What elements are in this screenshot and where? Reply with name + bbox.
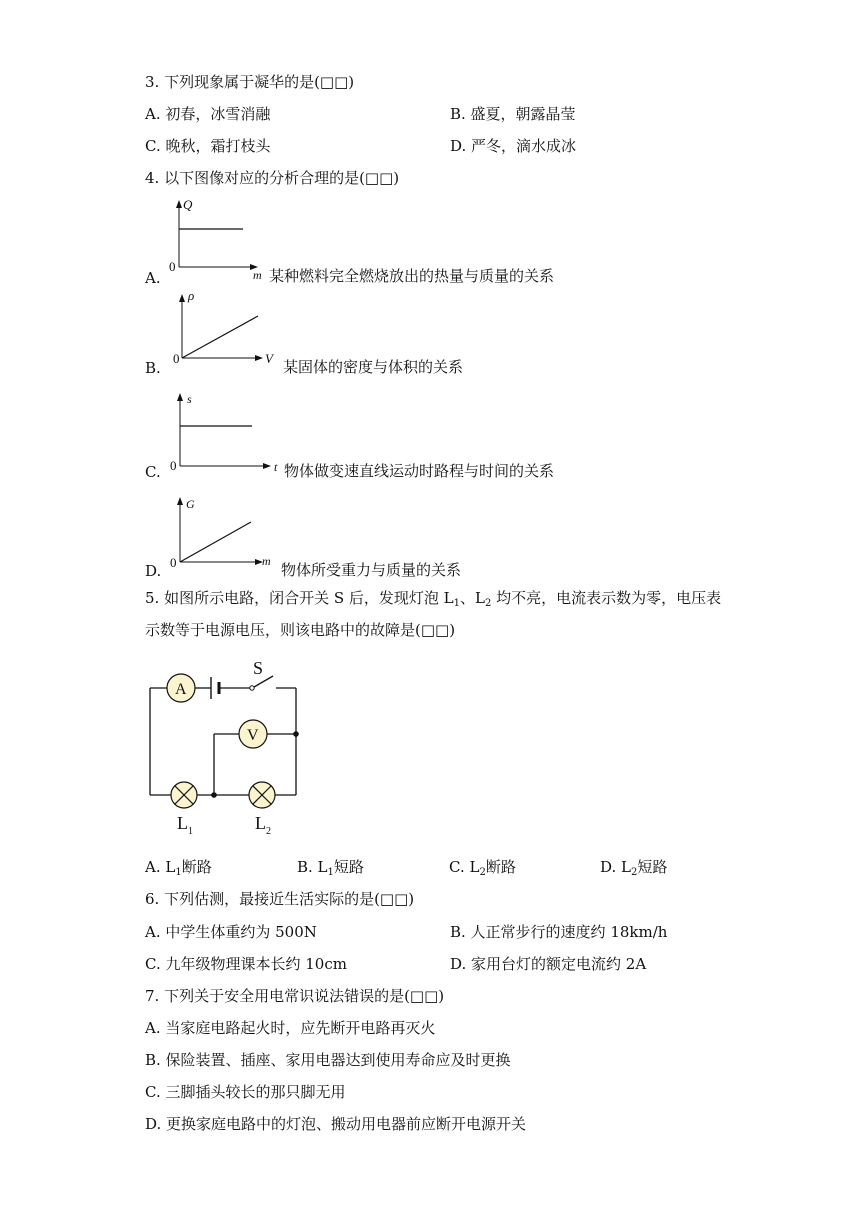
q5-stem1-a: 5. 如图所示电路，闭合开关 S 后，发现灯泡 L	[145, 589, 454, 607]
junction-bottom	[211, 792, 217, 798]
q3-stem: 3. 下列现象属于凝华的是(□□)	[145, 73, 355, 91]
lamp-l1-subscript: 1	[188, 826, 193, 837]
q3-option-b: B. 盛夏，朝露晶莹	[450, 105, 576, 123]
q3-option-a: A. 初春，冰雪消融	[145, 105, 271, 123]
q6-option-c: C. 九年级物理课本长约 10cm	[145, 955, 347, 973]
q7-option-d: D. 更换家庭电路中的灯泡、搬动用电器前应断开电源开关	[145, 1115, 527, 1133]
q7-stem: 7. 下列关于安全用电常识说法错误的是(□□)	[145, 987, 445, 1005]
q4-option-c-letter: C.	[145, 463, 161, 481]
q4a-y-label: Q	[183, 197, 193, 212]
ammeter-label: A	[175, 681, 187, 698]
q5-option-a	[145, 860, 212, 878]
q5-d-pre: D. L	[600, 858, 631, 876]
q4-option-b-letter: B.	[145, 359, 161, 377]
q4b-y-label: ρ	[188, 288, 195, 303]
q4a-x-label: m	[253, 268, 262, 282]
q7-option-c: C. 三脚插头较长的那只脚无用	[145, 1083, 346, 1101]
q4-graph-c	[166, 388, 286, 473]
q5-option-d	[600, 860, 667, 878]
q5-c-pre: C. L	[449, 858, 480, 876]
q4c-y-label: s	[187, 392, 192, 406]
q5-b-post: 短路	[333, 858, 364, 876]
q5-c-sub: 2	[479, 867, 486, 878]
lamp-l1-label: L	[177, 813, 188, 833]
q5-option-c	[449, 860, 516, 878]
voltmeter-label: V	[247, 727, 259, 744]
switch-label: S	[253, 658, 264, 678]
q3-option-d: D. 严冬，滴水成冰	[450, 137, 577, 155]
q4d-y-label: G	[186, 497, 195, 511]
q4d-origin: 0	[170, 555, 177, 570]
q5-b-pre: B. L	[297, 858, 328, 876]
q5-stem-line1	[145, 591, 721, 609]
q4-option-a-text: 某种燃料完全燃烧放出的热量与质量的关系	[269, 267, 555, 285]
q6-option-d: D. 家用台灯的额定电流约 2A	[450, 955, 647, 973]
q5-b-sub: 1	[327, 867, 334, 878]
q7-option-a: A. 当家庭电路起火时，应先断开电路再灭火	[145, 1019, 436, 1037]
q4-option-c-text: 物体做变速直线运动时路程与时间的关系	[284, 462, 555, 480]
q5-circuit-diagram	[140, 655, 320, 840]
switch-pivot	[250, 686, 254, 690]
q5-d-post: 短路	[637, 858, 668, 876]
q5-option-b	[297, 860, 364, 878]
q4-option-d-letter: D.	[145, 562, 162, 580]
q5-stem1-sub2: 2	[484, 598, 492, 609]
q4d-x-label: m	[262, 554, 271, 568]
q6-option-b: B. 人正常步行的速度约 18km/h	[450, 923, 668, 941]
q4-stem: 4. 以下图像对应的分析合理的是(□□)	[145, 169, 400, 187]
q4-option-d-text: 物体所受重力与质量的关系	[281, 561, 462, 579]
q4a-origin: 0	[169, 259, 176, 274]
q4-graph-a	[165, 195, 275, 285]
q4-graph-d	[166, 492, 281, 572]
lamp-l2-label: L	[255, 813, 266, 833]
q6-option-a: A. 中学生体重约为 500N	[145, 923, 317, 941]
q5-a-post: 断路	[181, 858, 212, 876]
q4b-origin: 0	[173, 351, 180, 366]
q6-stem: 6. 下列估测，最接近生活实际的是(□□)	[145, 890, 415, 908]
q5-a-pre: A. L	[145, 858, 176, 876]
q5-stem1-sub1: 1	[453, 598, 460, 609]
q4-option-a-letter: A.	[145, 269, 161, 287]
lamp-l2-subscript: 2	[266, 826, 271, 837]
q7-option-b: B. 保险装置、插座、家用电器达到使用寿命应及时更换	[145, 1051, 511, 1069]
q3-option-c: C. 晚秋，霜打枝头	[145, 137, 271, 155]
q4c-origin: 0	[170, 458, 177, 473]
q5-a-sub: 1	[175, 867, 182, 878]
q4-option-b-text: 某固体的密度与体积的关系	[283, 358, 464, 376]
q4-graph-b	[168, 289, 278, 369]
q5-stem1-mid: 、L	[460, 589, 485, 607]
q5-c-post: 断路	[485, 858, 516, 876]
q4c-x-label: t	[274, 460, 278, 474]
q4b-x-label: V	[265, 351, 273, 366]
q5-stem-line2: 示数等于电源电压，则该电路中的故障是(□□)	[145, 621, 456, 639]
q5-stem1-end: 均不亮，电流表示数为零，电压表	[491, 589, 722, 607]
q5-d-sub: 2	[631, 867, 638, 878]
